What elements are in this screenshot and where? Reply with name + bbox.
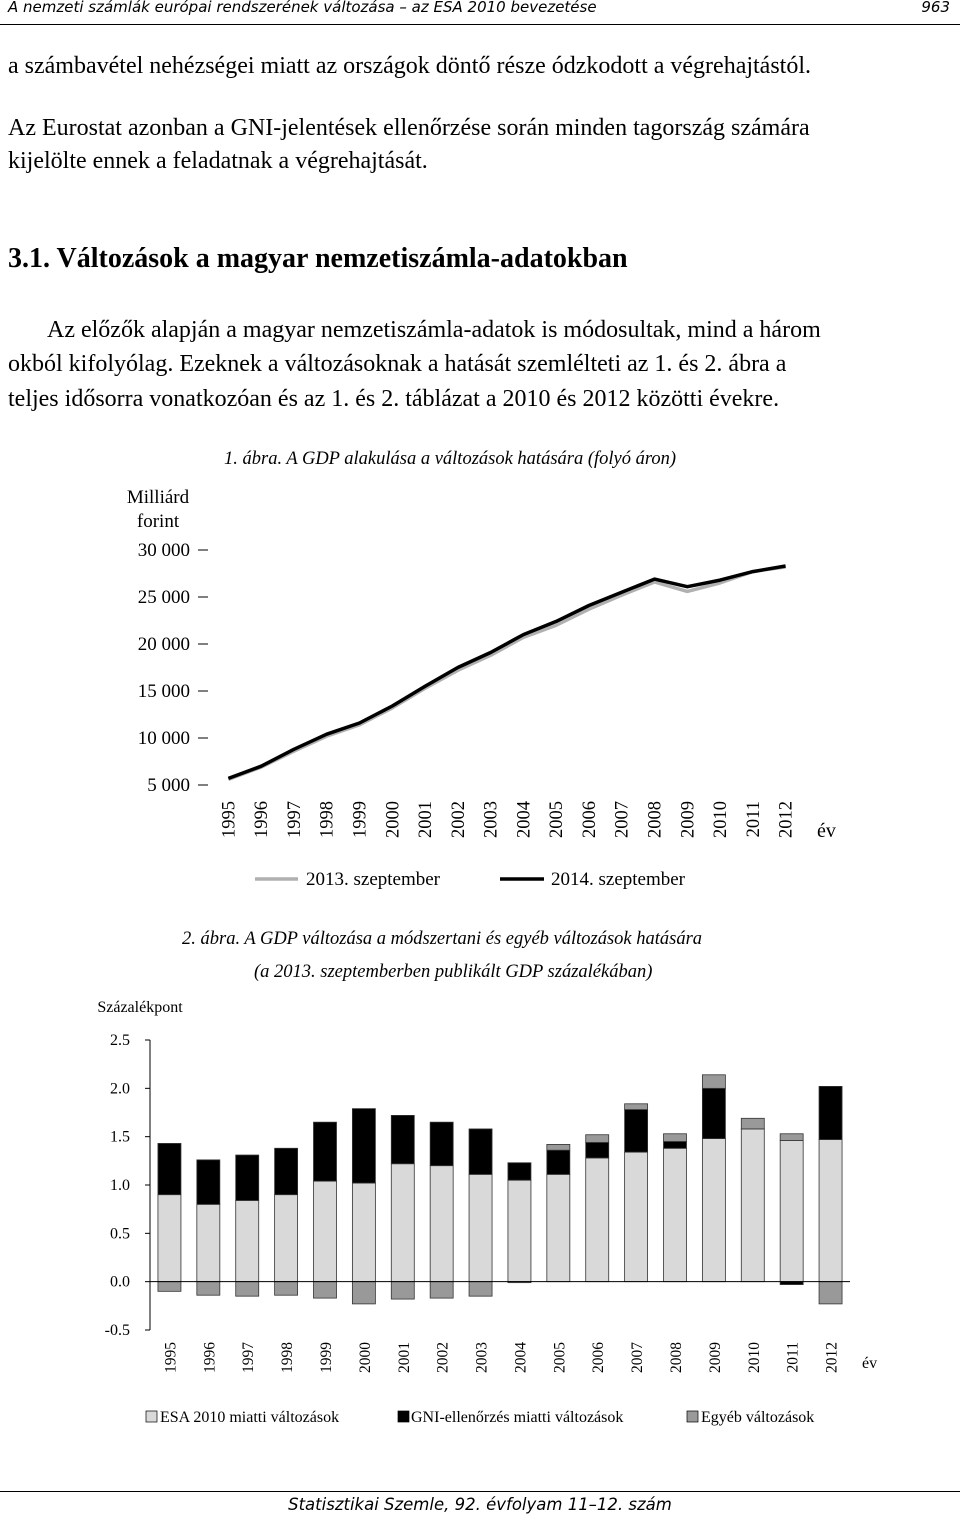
chart1-ytick-label: 10 000 — [137, 728, 190, 749]
bar-segment-gni — [819, 1086, 842, 1139]
chart1-xtick-label: 2003 — [481, 801, 502, 838]
chart1-xtick-label: 1999 — [350, 801, 371, 838]
section-line-2: okból kifolyólag. Ezeknek a változásoknak a hatását szemlélteti az 1. és 2. ábra a — [8, 351, 787, 377]
bar-segment-other — [702, 1075, 725, 1089]
bar-segment-other — [469, 1282, 492, 1297]
bar-segment-esa2010 — [547, 1174, 570, 1281]
bar-segment-esa2010 — [819, 1140, 842, 1282]
chart2-xtick-label: 2011 — [784, 1342, 802, 1373]
gdp-line-chart — [0, 470, 960, 900]
legend-swatch-other — [687, 1411, 698, 1422]
chart1-ylabel-line-1: Milliárd — [126, 487, 190, 508]
bar-segment-other — [314, 1282, 337, 1298]
intro-line-3: kijelölte ennek a feladatnak a végrehajtását. — [8, 148, 428, 174]
bar-segment-gni — [702, 1088, 725, 1138]
section-line-3: teljes idősorra vonatkozóan és az 1. és 2. táblázat a 2010 és 2012 közötti évekre. — [8, 386, 780, 412]
chart1-ytick-label: 15 000 — [137, 681, 190, 702]
bar-segment-esa2010 — [508, 1180, 531, 1282]
chart2-xtick-label: 2005 — [551, 1342, 569, 1373]
legend-label-esa2010: ESA 2010 miatti változások — [160, 1409, 340, 1426]
legend-label-2014-september: 2014. szeptember — [551, 869, 686, 890]
chart1-xtick-label: 2010 — [711, 801, 732, 838]
footer-rule — [0, 1491, 960, 1492]
bar-segment-gni — [547, 1150, 570, 1174]
bar-segment-other — [236, 1282, 259, 1297]
chart1-xtick-label: 2011 — [743, 801, 764, 838]
bar-segment-esa2010 — [275, 1195, 298, 1282]
bar-segment-esa2010 — [702, 1139, 725, 1282]
bar-segment-other — [547, 1144, 570, 1150]
header-rule — [0, 24, 960, 25]
chart1-xtick-label: 2005 — [547, 801, 568, 838]
bar-segment-other — [741, 1118, 764, 1129]
bar-segment-other — [664, 1134, 687, 1142]
bar-segment-esa2010 — [352, 1183, 375, 1282]
chart2-xtick-label: 1998 — [279, 1342, 297, 1373]
bar-segment-other — [391, 1282, 414, 1299]
bar-segment-other — [586, 1135, 609, 1143]
chart2-xtick-label: 2009 — [706, 1342, 724, 1373]
chart2-ylabel: Százalékpont — [97, 999, 183, 1016]
chart2-ytick-label: 0.5 — [110, 1225, 130, 1243]
series-line-2013-september — [228, 567, 785, 780]
chart2-xtick-label: 1996 — [201, 1342, 219, 1373]
bar-segment-esa2010 — [625, 1152, 648, 1282]
chart2-xlabel: év — [862, 1355, 878, 1372]
bar-segment-gni — [430, 1122, 453, 1166]
bar-segment-gni — [469, 1129, 492, 1174]
chart1-xlabel: év — [817, 820, 836, 842]
chart2-xtick-label: 1999 — [318, 1342, 335, 1373]
chart2-ytick-label: 1.5 — [110, 1128, 130, 1146]
bar-segment-esa2010 — [430, 1166, 453, 1282]
chart2-xtick-label: 2007 — [629, 1342, 647, 1373]
bar-segment-other — [158, 1282, 181, 1292]
bar-segment-esa2010 — [664, 1148, 687, 1281]
intro-line-1: a számbavétel nehézségei miatt az országok döntő része ódzkodott a végrehajtástól. — [8, 53, 812, 79]
chart1-xtick-label: 2008 — [645, 801, 666, 838]
chart2-xtick-label: 2000 — [356, 1342, 374, 1373]
bar-segment-other — [275, 1282, 298, 1296]
chart1-xtick-label: 2004 — [514, 801, 535, 838]
bar-segment-esa2010 — [314, 1181, 337, 1282]
series-line-2014-september — [228, 566, 785, 778]
running-header-title: A nemzeti számlák európai rendszerének változása – az ESA 2010 bevezetése — [8, 0, 597, 16]
chart2-ytick-label: 2.0 — [110, 1080, 130, 1098]
figure-2-caption-line-1: 2. ábra. A GDP változása a módszertani és egyéb változások hatására — [182, 929, 703, 949]
bar-segment-gni — [586, 1142, 609, 1157]
chart2-xtick-label: 1997 — [240, 1342, 258, 1373]
chart1-ytick-label: 25 000 — [137, 587, 190, 608]
legend-label-other: Egyéb változások — [701, 1409, 815, 1426]
bar-segment-other — [430, 1282, 453, 1298]
bar-segment-gni — [625, 1110, 648, 1153]
bar-segment-other — [819, 1282, 842, 1304]
intro-line-2: Az Eurostat azonban a GNI-jelentések ellenőrzése során minden tagország számára — [8, 115, 810, 141]
chart1-xtick-label: 2002 — [448, 801, 469, 838]
bar-segment-other — [780, 1134, 803, 1141]
chart1-xtick-label: 1997 — [284, 801, 305, 838]
bar-segment-esa2010 — [469, 1174, 492, 1281]
chart2-xtick-label: 2006 — [590, 1342, 608, 1373]
bar-segment-esa2010 — [780, 1141, 803, 1282]
figure-1-caption: 1. ábra. A GDP alakulása a változások hatására (folyó áron) — [224, 449, 677, 469]
legend-swatch-gni — [398, 1411, 409, 1422]
bar-segment-esa2010 — [236, 1200, 259, 1281]
bar-segment-gni — [236, 1155, 259, 1200]
legend-label-2013-september: 2013. szeptember — [306, 869, 441, 890]
chart2-ytick-label: 0.0 — [110, 1273, 130, 1291]
chart2-xtick-label: 2003 — [473, 1342, 491, 1373]
bar-segment-esa2010 — [741, 1129, 764, 1282]
legend-label-gni: GNI-ellenőrzés miatti változások — [411, 1409, 624, 1426]
bar-segment-gni — [314, 1122, 337, 1181]
bar-segment-gni — [352, 1109, 375, 1183]
chart1-ylabel-line-2: forint — [136, 511, 180, 532]
bar-segment-gni — [158, 1143, 181, 1194]
bar-segment-other — [625, 1104, 648, 1110]
bar-segment-other — [197, 1282, 220, 1296]
chart1-xtick-label: 1995 — [219, 801, 240, 838]
chart2-xtick-label: 2002 — [434, 1342, 452, 1373]
chart1-ytick-label: 5 000 — [147, 775, 190, 796]
bar-segment-esa2010 — [586, 1158, 609, 1282]
chart2-xtick-label: 2001 — [395, 1342, 413, 1373]
chart1-xtick-label: 2001 — [416, 801, 437, 838]
legend-swatch-esa2010 — [146, 1411, 157, 1422]
bar-segment-gni — [391, 1115, 414, 1163]
chart1-xtick-label: 2007 — [612, 801, 633, 838]
chart2-xtick-label: 2010 — [745, 1342, 763, 1373]
section-heading: 3.1. Változások a magyar nemzetiszámla-adatokban — [8, 243, 628, 274]
chart1-xtick-label: 1998 — [317, 801, 338, 838]
footer-journal-info: Statisztikai Szemle, 92. évfolyam 11–12. szám — [288, 1495, 672, 1514]
bar-segment-gni — [197, 1160, 220, 1204]
section-line-1: Az előzők alapján a magyar nemzetiszámla-adatok is módosultak, mind a három — [47, 317, 821, 343]
bar-segment-esa2010 — [197, 1204, 220, 1281]
chart2-xtick-label: 1995 — [162, 1342, 180, 1373]
bar-segment-other — [352, 1282, 375, 1304]
bar-segment-gni — [508, 1163, 531, 1180]
chart1-ytick-label: 20 000 — [137, 634, 190, 655]
chart2-ytick-label: 1.0 — [110, 1177, 130, 1194]
chart2-ytick-label: 2.5 — [110, 1032, 130, 1049]
bar-segment-esa2010 — [158, 1195, 181, 1282]
chart2-xtick-label: 2004 — [512, 1342, 530, 1373]
chart2-xtick-label: 2008 — [668, 1342, 685, 1373]
chart1-xtick-label: 2009 — [678, 801, 699, 838]
figure-2-caption-line-2: (a 2013. szeptemberben publikált GDP százalékában) — [254, 962, 653, 982]
bar-segment-gni — [275, 1148, 298, 1194]
chart1-xtick-label: 1996 — [252, 801, 273, 838]
bar-segment-esa2010 — [391, 1164, 414, 1282]
chart1-ytick-label: 30 000 — [137, 540, 190, 561]
bar-segment-gni — [664, 1142, 687, 1149]
chart1-xtick-label: 2006 — [579, 801, 600, 838]
chart1-xtick-label: 2000 — [383, 801, 404, 838]
chart2-ytick-label: -0.5 — [104, 1322, 130, 1339]
gdp-change-stacked-bar-chart — [0, 990, 960, 1440]
chart2-xtick-label: 2012 — [823, 1342, 841, 1373]
page-number: 963 — [921, 0, 950, 16]
chart1-xtick-label: 2012 — [776, 801, 797, 838]
